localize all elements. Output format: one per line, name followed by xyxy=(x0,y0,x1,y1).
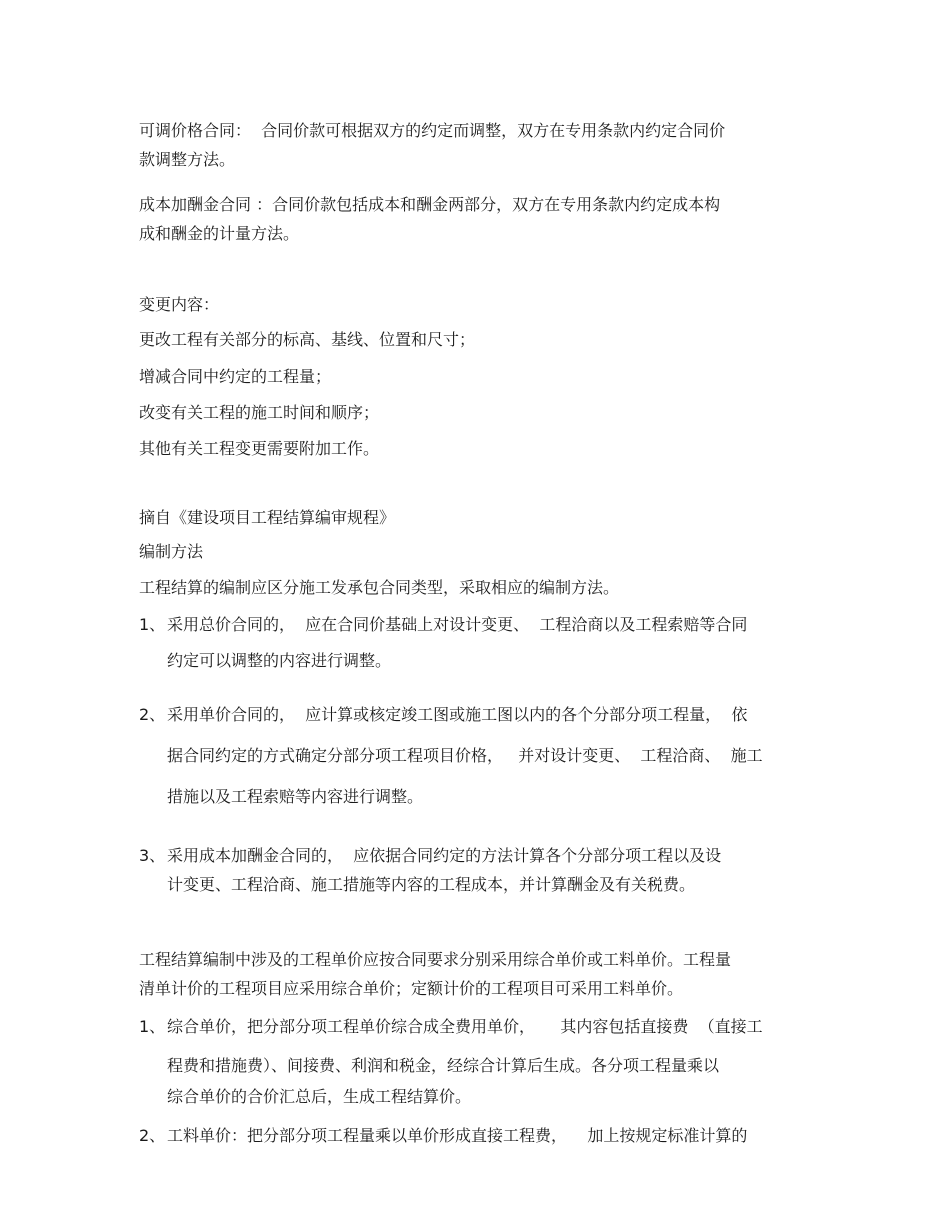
price-type-number: 2、 xyxy=(139,1126,166,1145)
method-heading: 编制方法 xyxy=(139,542,204,561)
method-line: 采用成本加酬金合同的， 应依据合同约定的方法计算各个分部分项工程以及设 xyxy=(167,846,722,865)
method-number: 3、 xyxy=(139,846,166,865)
method-line: 措施以及工程索赔等内容进行调整。 xyxy=(167,787,424,806)
price-type-number: 1、 xyxy=(139,1017,166,1036)
adjustable-price-contract-line-2: 款调整方法。 xyxy=(139,150,236,169)
cost-plus-contract-line-1: 成本加酬金合同 ：合同价款包括成本和酬金两部分，双方在专用条款内约定成本构 xyxy=(139,195,721,214)
unit-price-line-1: 工程结算编制中涉及的工程单价应按合同要求分别采用综合单价或工料单价。工程量 xyxy=(139,950,732,969)
price-type-line: 程费和措施费）、间接费、利润和税金，经综合计算后生成。各分项工程量乘以 xyxy=(167,1056,720,1075)
change-item: 增减合同中约定的工程量； xyxy=(139,367,332,386)
price-type-line: 综合单价的合价汇总后，生成工程结算价。 xyxy=(167,1087,472,1106)
change-item: 改变有关工程的施工时间和顺序； xyxy=(139,403,380,422)
method-line: 采用单价合同的， 应计算或核定竣工图或施工图以内的各个分部分项工程量， 依 xyxy=(167,705,748,724)
method-line: 计变更、工程洽商、施工措施等内容的工程成本，并计算酬金及有关税费。 xyxy=(167,875,696,894)
change-item: 更改工程有关部分的标高、基线、位置和尺寸； xyxy=(139,330,476,349)
method-intro: 工程结算的编制应区分施工发承包合同类型，采取相应的编制方法。 xyxy=(139,578,620,597)
price-type-line: 综合单价，把分部分项工程单价综合成全费用单价， 其内容包括直接费 （直接工 xyxy=(167,1017,763,1036)
excerpt-source: 摘自《建设项目工程结算编审规程》 xyxy=(139,508,396,527)
change-content-title: 变更内容： xyxy=(139,295,220,314)
price-type-line: 工料单价：把分部分项工程量乘以单价形成直接工程费， 加上按规定标准计算的 xyxy=(167,1126,748,1145)
method-line: 约定可以调整的内容进行调整。 xyxy=(167,651,392,670)
cost-plus-contract-line-2: 成和酬金的计量方法。 xyxy=(139,224,300,243)
adjustable-price-contract-line-1: 可调价格合同： 合同价款可根据双方的约定而调整，双方在专用条款内约定合同价 xyxy=(139,121,726,140)
change-item: 其他有关工程变更需要附加工作。 xyxy=(139,439,380,458)
method-line: 采用总价合同的， 应在合同价基础上对设计变更、 工程洽商以及工程索赔等合同 xyxy=(167,615,748,634)
unit-price-line-2: 清单计价的工程项目应采用综合单价；定额计价的工程项目可采用工料单价。 xyxy=(139,979,684,998)
method-number: 2、 xyxy=(139,705,166,724)
method-number: 1、 xyxy=(139,615,166,634)
method-line: 据合同约定的方式确定分部分项工程项目价格， 并对设计变更、 工程洽商、 施工 xyxy=(167,746,763,765)
